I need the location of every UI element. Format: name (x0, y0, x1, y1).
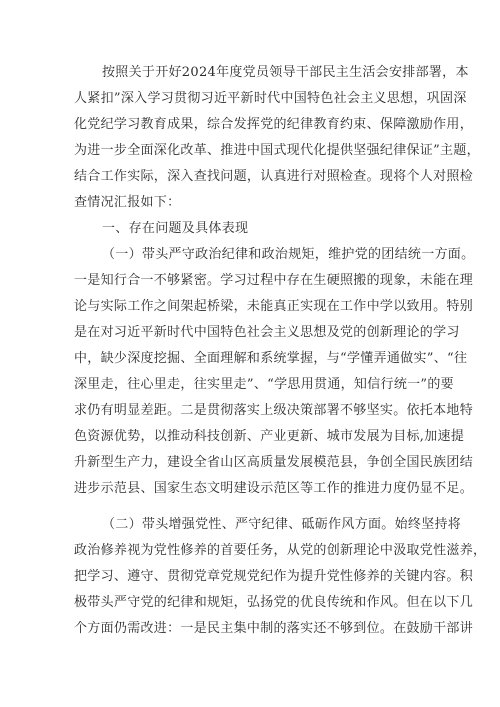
paragraph-line: 为进一步全面深化改革、推进中国式现代化提供坚强纪律保证”主题， (74, 143, 480, 158)
paragraph-line: 求仍有明显差距。二是贯彻落实上级决策部署不够坚实。依托本地特 (74, 403, 474, 418)
paragraph-line: 进步示范县、国家生态文明建设示范区等工作的推进力度仍显不足。 (74, 481, 474, 496)
paragraph-line: 把学习、遵守、贯彻党章党规党纪作为提升党性修养的关键内容。积 (74, 569, 474, 584)
paragraph-line: 论与实际工作之间架起桥梁，未能真正实现在工作中学以致用。特别 (74, 299, 474, 314)
section-heading: 一、存在问题及具体表现 (102, 221, 249, 236)
paragraph-line: 深里走，往心里走，往实里走”、“学思用贯通，知信行统一”的要 (74, 377, 454, 392)
paragraph-line: 是在对习近平新时代中国特色社会主义思想及党的创新理论的学习 (74, 325, 460, 340)
paragraph-line: 人紧扣”深入学习贯彻习近平新时代中国特色社会主义思想，巩固深 (74, 91, 467, 106)
paragraph-line: 结合工作实际，深入查找问题，认真进行对照检查。现将个人对照检 (74, 169, 474, 184)
subsection-heading-line: （二）带头增强党性、严守纪律、砥砺作风方面。始终坚持将 (102, 517, 462, 532)
subsection-heading-line: （一）带头严守政治纪律和政治规矩，维护党的团结统一方面。 (102, 247, 475, 262)
paragraph-line: 查情况汇报如下： (74, 195, 181, 210)
paragraph-line: 一是知行合一不够紧密。学习过程中存在生硬照搬的现象，未能在理 (74, 273, 474, 288)
paragraph-line: 极带头严守党的纪律和规矩，弘扬党的优良传统和作风。但在以下几 (74, 595, 474, 610)
paragraph-line: 色资源优势，以推动科技创新、产业更新、城市发展为目标,加速提 (74, 429, 465, 444)
paragraph-line: 政治修养视为党性修养的首要任务，从党的创新理论中汲取党性滋养， (74, 543, 487, 558)
paragraph-line: 升新型生产力，建设全省山区高质量发展模范县，争创全国民族团结 (74, 455, 474, 470)
paragraph-line: 化党纪学习教育成果，综合发挥党的纪律教育约束、保障激励作用， (74, 117, 474, 132)
paragraph-line: 中，缺少深度挖掘、全面理解和系统掌握，与“学懂弄通做实”、“往 (74, 351, 468, 366)
paragraph-line: 个方面仍需改进：一是民主集中制的落实还不够到位。在鼓励干部讲 (74, 621, 474, 636)
paragraph-line: 按照关于开好2024年度党员领导干部民主生活会安排部署，本 (102, 65, 469, 80)
